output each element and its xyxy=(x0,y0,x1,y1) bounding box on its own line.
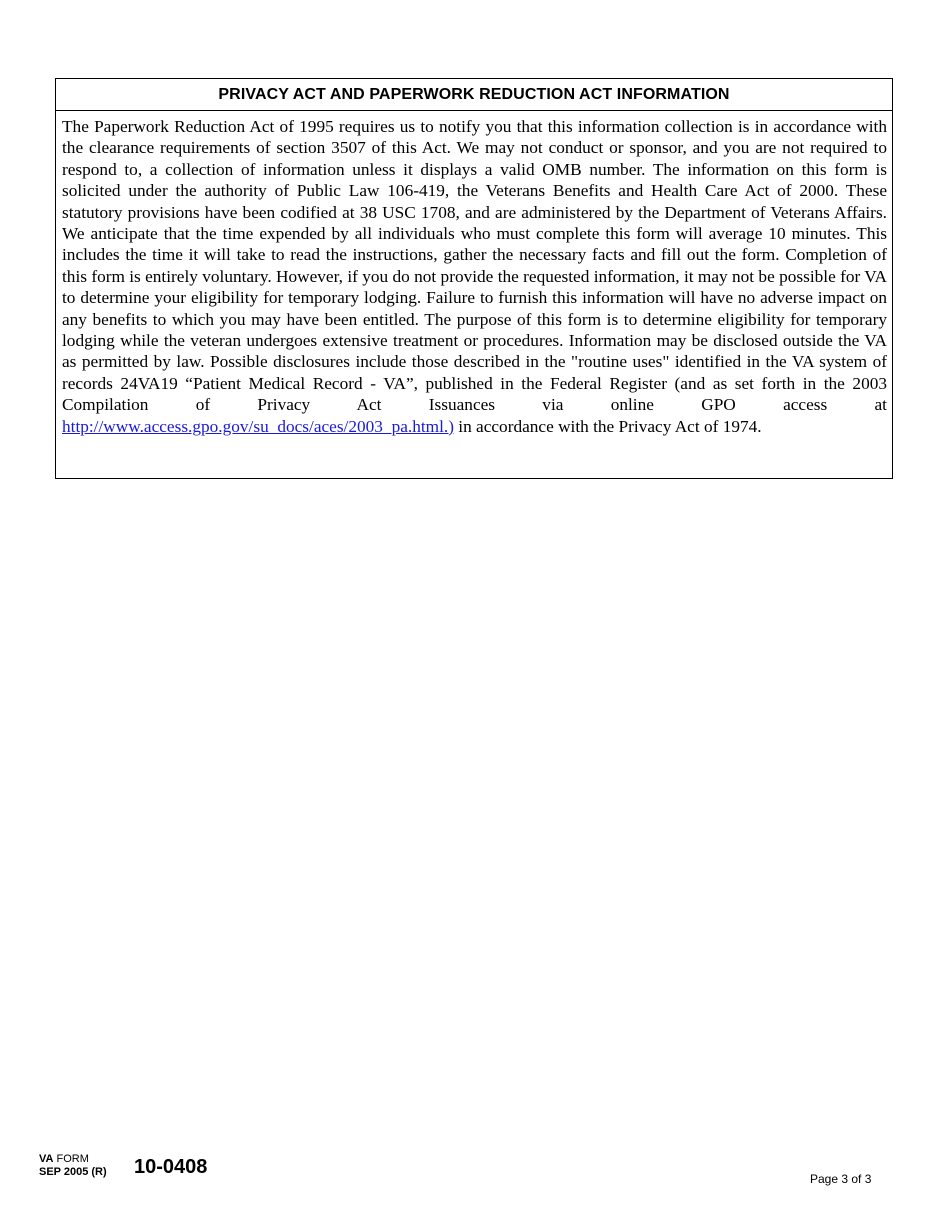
notice-title: PRIVACY ACT AND PAPERWORK REDUCTION ACT INFORMATION xyxy=(56,79,892,111)
form-identifier xyxy=(39,1153,107,1179)
form-number: 10-0408 xyxy=(134,1156,208,1178)
form-label: FORM xyxy=(53,1153,89,1165)
notice-closing-text: in accordance with the Privacy Act of 1974. xyxy=(453,416,762,436)
notice-body xyxy=(56,111,892,437)
page-number: Page 3 of 3 xyxy=(810,1172,872,1186)
gpo-access-link[interactable]: http://www.access.gpo.gov/su_docs/aces/2003_pa.html xyxy=(62,416,444,436)
link-trailing-text: .) xyxy=(443,416,454,436)
privacy-act-notice xyxy=(55,78,893,479)
va-label: VA xyxy=(39,1153,54,1165)
form-revision-date: SEP 2005 (R) xyxy=(39,1166,107,1178)
notice-body-text: The Paperwork Reduction Act of 1995 requires us to notify you that this information collection is in accordance with the clearance requirements of section 3507 of this Act. We may not conduct or sponsor, and you are not required to respond to, a collection of information unless it displays a valid OMB number. The information on this form is solicited under the authority of Public Law 106-419, the Veterans Benefits and Health Care Act of 2000. These statutory provisions have been codified at 38 USC 1708, and are administered by the Department of Veterans Affairs. We anticipate that the time expended by all individuals who must complete this form will average 10 minutes. This includes the time it will take to read the instructions, gather the necessary facts and fill out the form. Completion of this form is entirely voluntary. However, if you do not provide the requested information, it may not be possible for VA to determine your eligibility for temporary lodging. Failure to furnish this information will have no adverse impact on any benefits to which you may have been entitled. The purpose of this form is to determine eligibility for temporary lodging while the veteran undergoes extensive treatment or procedures. Information may be disclosed outside the VA as permitted by law. Possible disclosures include those described in the "routine uses" identified in the VA system of records 24VA19 “Patient Medical Record - VA”, published in the Federal Register (and as set forth in the 2003 Compilation of Privacy Act Issuances via online GPO access at xyxy=(62,117,887,415)
